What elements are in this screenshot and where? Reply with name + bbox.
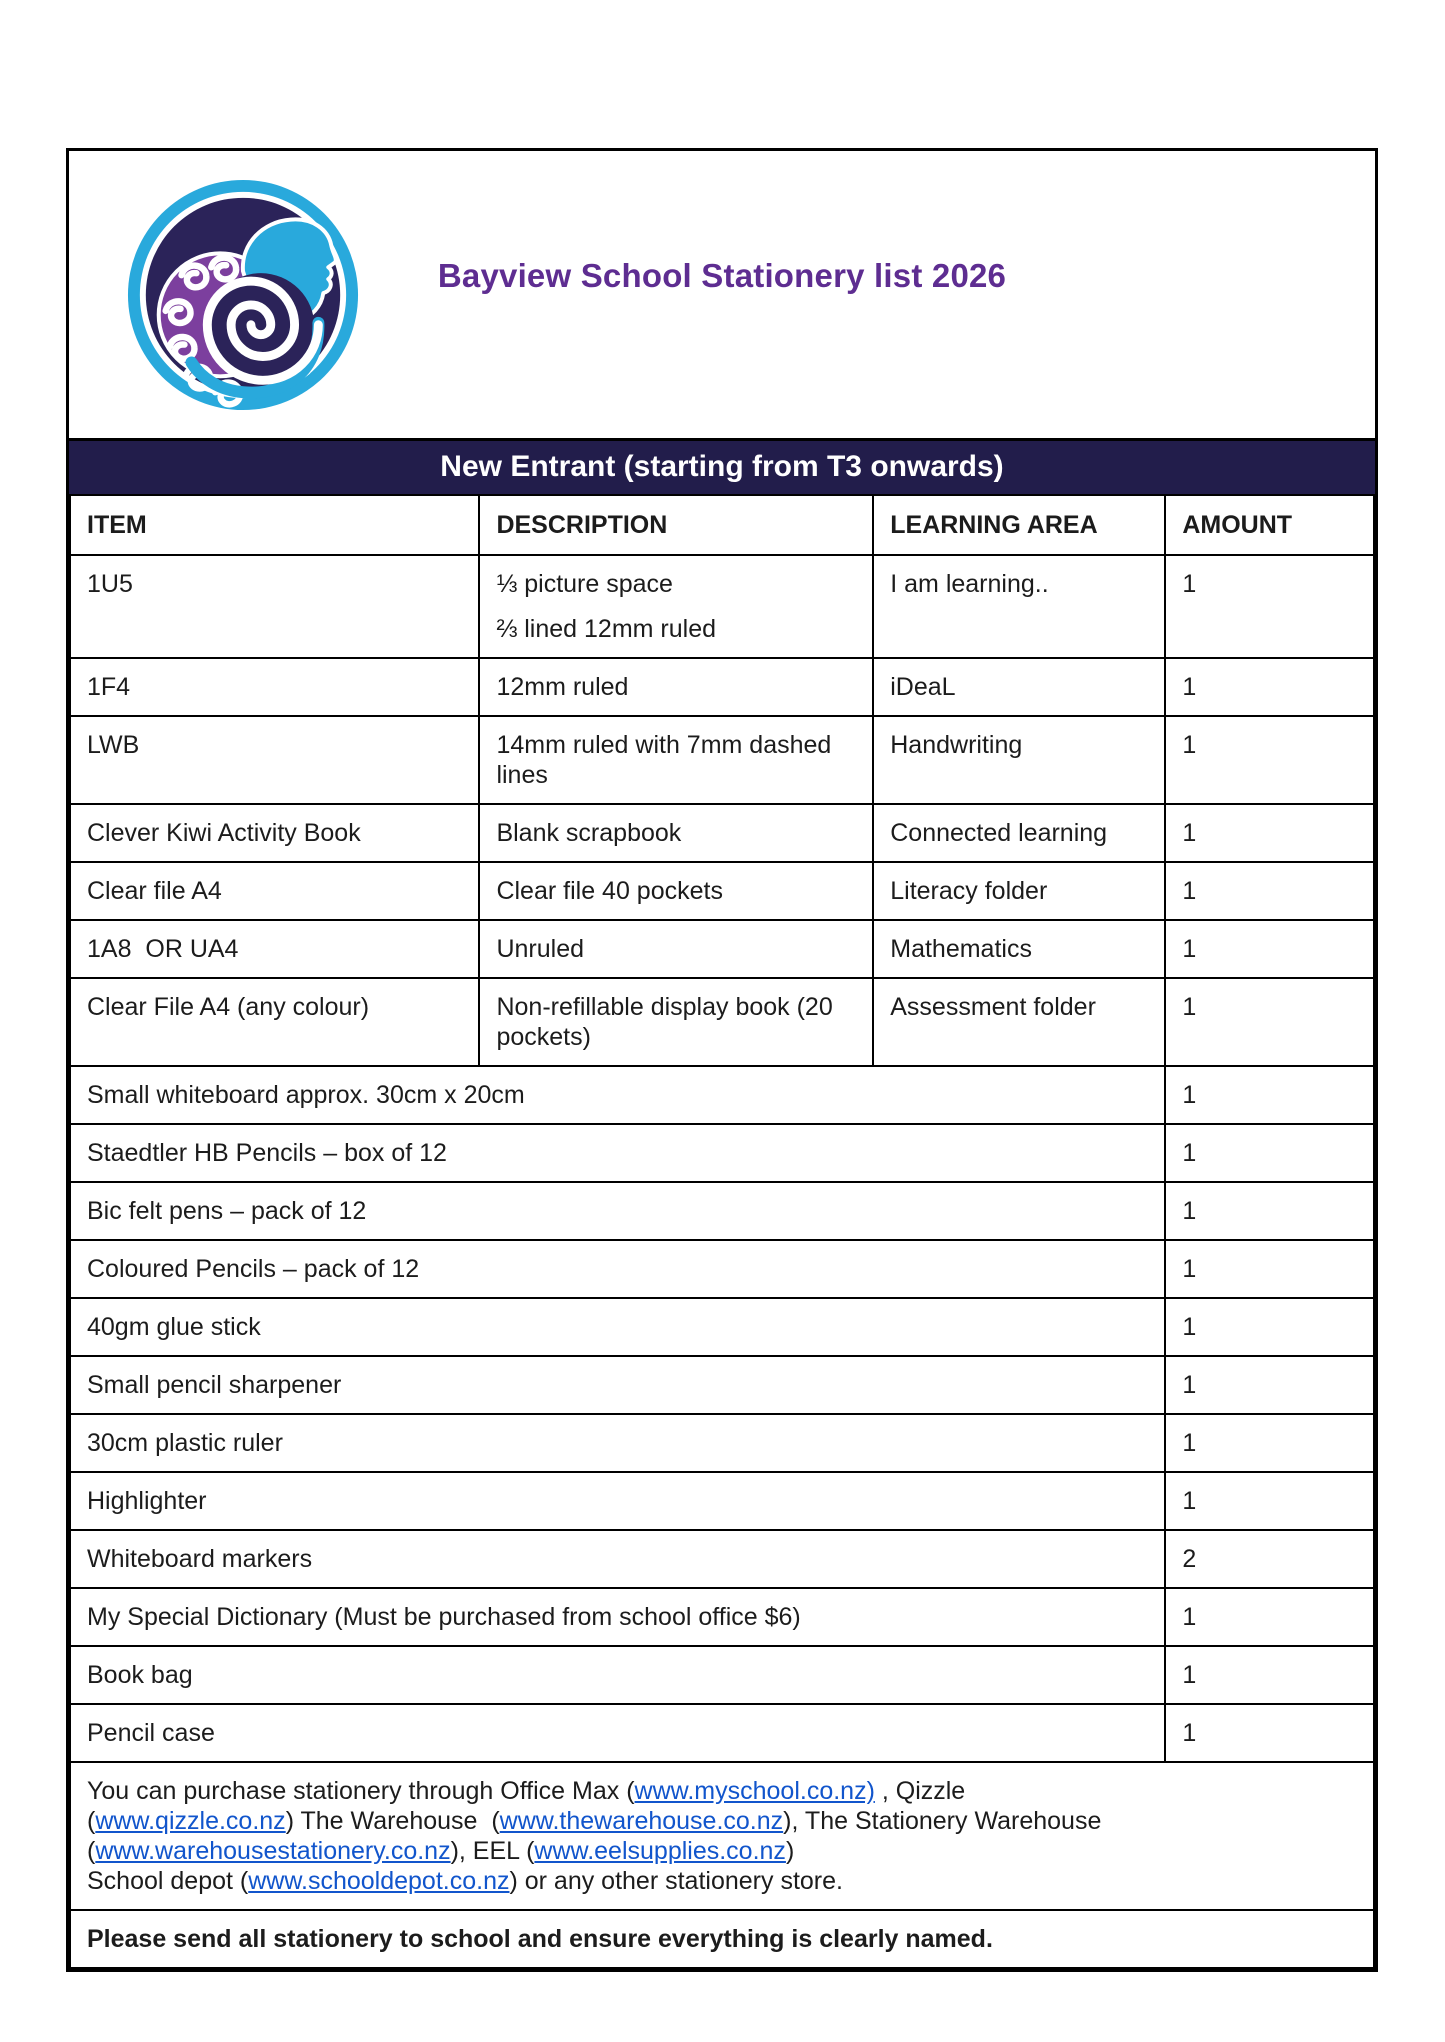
- table-row: [70, 1298, 1374, 1356]
- amount-cell: 1: [1165, 1298, 1374, 1356]
- stationery-store-link[interactable]: www.qizzle.co.nz: [95, 1807, 286, 1835]
- amount-cell: 1: [1165, 1646, 1374, 1704]
- item-cell: Bic felt pens – pack of 12: [70, 1182, 1165, 1240]
- learning-area-cell: iDeaL: [873, 658, 1165, 716]
- purchase-info-row: [70, 1762, 1374, 1910]
- amount-cell: 1: [1165, 1704, 1374, 1762]
- item-cell: 30cm plastic ruler: [70, 1414, 1165, 1472]
- description-line: Unruled: [496, 935, 585, 963]
- item-cell: Coloured Pencils – pack of 12: [70, 1240, 1165, 1298]
- section-banner: New Entrant (starting from T3 onwards): [69, 438, 1375, 494]
- amount-cell: 1: [1165, 658, 1374, 716]
- bayview-school-logo-icon: [124, 175, 362, 415]
- purchase-text: ) The Warehouse (: [285, 1807, 500, 1835]
- table-row: [70, 1704, 1374, 1762]
- description-line: ⅓ picture space: [496, 570, 673, 598]
- amount-cell: 1: [1165, 862, 1374, 920]
- item-cell: 40gm glue stick: [70, 1298, 1165, 1356]
- table-row: [70, 716, 1374, 804]
- item-cell: My Special Dictionary (Must be purchased from school office $6): [70, 1588, 1165, 1646]
- amount-cell: 1: [1165, 1240, 1374, 1298]
- description-cell: [479, 658, 873, 716]
- purchase-text: (: [87, 1837, 96, 1865]
- col-header-amount: AMOUNT: [1165, 495, 1374, 555]
- footer-note-row: [70, 1910, 1374, 1968]
- description-line: ⅔ lined 12mm ruled: [496, 615, 717, 643]
- description-cell: [479, 862, 873, 920]
- footer-note: Please send all stationery to school and ensure everything is clearly named.: [70, 1910, 1374, 1968]
- table-row: [70, 1472, 1374, 1530]
- stationery-store-link[interactable]: www.schooldepot.co.nz: [248, 1867, 510, 1895]
- item-cell: 1F4: [70, 658, 479, 716]
- stationery-store-link[interactable]: www.thewarehouse.co.nz: [499, 1807, 784, 1835]
- learning-area-cell: Mathematics: [873, 920, 1165, 978]
- amount-cell: 1: [1165, 1472, 1374, 1530]
- page-title: Bayview School Stationery list 2026: [437, 257, 1007, 294]
- item-cell: Whiteboard markers: [70, 1530, 1165, 1588]
- purchase-text: School depot (: [87, 1867, 249, 1895]
- table-row: [70, 1066, 1374, 1124]
- purchase-text: ): [785, 1837, 795, 1865]
- item-cell: Pencil case: [70, 1704, 1165, 1762]
- amount-cell: 2: [1165, 1530, 1374, 1588]
- learning-area-cell: Literacy folder: [873, 862, 1165, 920]
- amount-cell: 1: [1165, 804, 1374, 862]
- description-line: 14mm ruled with 7mm dashed lines: [496, 731, 839, 789]
- purchase-info: [70, 1762, 1374, 1910]
- description-cell: [479, 555, 873, 658]
- purchase-text: , Qizzle: [874, 1777, 966, 1805]
- description-cell: [479, 804, 873, 862]
- item-cell: Staedtler HB Pencils – box of 12: [70, 1124, 1165, 1182]
- table-row: [70, 978, 1374, 1066]
- description-cell: [479, 716, 873, 804]
- col-header-description: DESCRIPTION: [479, 495, 873, 555]
- stationery-store-link[interactable]: www.myschool.co.nz): [634, 1777, 875, 1805]
- amount-cell: 1: [1165, 1124, 1374, 1182]
- description-line: Blank scrapbook: [496, 819, 682, 847]
- item-cell: 1A8 OR UA4: [70, 920, 479, 978]
- table-row: [70, 1414, 1374, 1472]
- learning-area-cell: Assessment folder: [873, 978, 1165, 1066]
- item-cell: 1U5: [70, 555, 479, 658]
- amount-cell: 1: [1165, 555, 1374, 658]
- learning-area-cell: Connected learning: [873, 804, 1165, 862]
- description-line: 12mm ruled: [496, 673, 629, 701]
- table-row: [70, 804, 1374, 862]
- purchase-text: ), EEL (: [450, 1837, 535, 1865]
- item-cell: Small whiteboard approx. 30cm x 20cm: [70, 1066, 1165, 1124]
- table-row: [70, 1646, 1374, 1704]
- table-row: [70, 1588, 1374, 1646]
- learning-area-cell: I am learning..: [873, 555, 1165, 658]
- description-line: Clear file 40 pockets: [496, 877, 723, 905]
- amount-cell: 1: [1165, 1066, 1374, 1124]
- item-cell: Clear File A4 (any colour): [70, 978, 479, 1066]
- table-row: [70, 555, 1374, 658]
- description-cell: [479, 978, 873, 1066]
- table-row: [70, 658, 1374, 716]
- stationery-store-link[interactable]: www.warehousestationery.co.nz: [95, 1837, 451, 1865]
- table-header-row: [70, 495, 1374, 555]
- amount-cell: 1: [1165, 1414, 1374, 1472]
- stationery-document: [66, 148, 1378, 1972]
- stationery-store-link[interactable]: www.eelsupplies.co.nz: [534, 1837, 786, 1865]
- description-line: Non-refillable display book (20 pockets): [496, 993, 840, 1051]
- amount-cell: 1: [1165, 716, 1374, 804]
- table-row: [70, 862, 1374, 920]
- description-cell: [479, 920, 873, 978]
- item-cell: LWB: [70, 716, 479, 804]
- table-row: [70, 920, 1374, 978]
- table-row: [70, 1124, 1374, 1182]
- col-header-learning-area: LEARNING AREA: [873, 495, 1165, 555]
- purchase-text: ), The Stationery Warehouse: [783, 1807, 1102, 1835]
- amount-cell: 1: [1165, 920, 1374, 978]
- item-cell: Clever Kiwi Activity Book: [70, 804, 479, 862]
- table-row: [70, 1356, 1374, 1414]
- table-row: [70, 1182, 1374, 1240]
- item-cell: Clear file A4: [70, 862, 479, 920]
- table-row: [70, 1530, 1374, 1588]
- col-header-item: ITEM: [70, 495, 479, 555]
- item-cell: Highlighter: [70, 1472, 1165, 1530]
- item-cell: Book bag: [70, 1646, 1165, 1704]
- stationery-table: [69, 494, 1375, 1969]
- purchase-text: ) or any other stationery store.: [509, 1867, 843, 1895]
- amount-cell: 1: [1165, 1182, 1374, 1240]
- item-cell: Small pencil sharpener: [70, 1356, 1165, 1414]
- purchase-text: (: [87, 1807, 96, 1835]
- info-rows: [70, 1762, 1374, 1968]
- purchase-text: You can purchase stationery through Office Max (: [87, 1777, 635, 1805]
- table-body: [70, 555, 1374, 1762]
- table-row: [70, 1240, 1374, 1298]
- document-header: [69, 151, 1375, 438]
- learning-area-cell: Handwriting: [873, 716, 1165, 804]
- amount-cell: 1: [1165, 1588, 1374, 1646]
- amount-cell: 1: [1165, 1356, 1374, 1414]
- amount-cell: 1: [1165, 978, 1374, 1066]
